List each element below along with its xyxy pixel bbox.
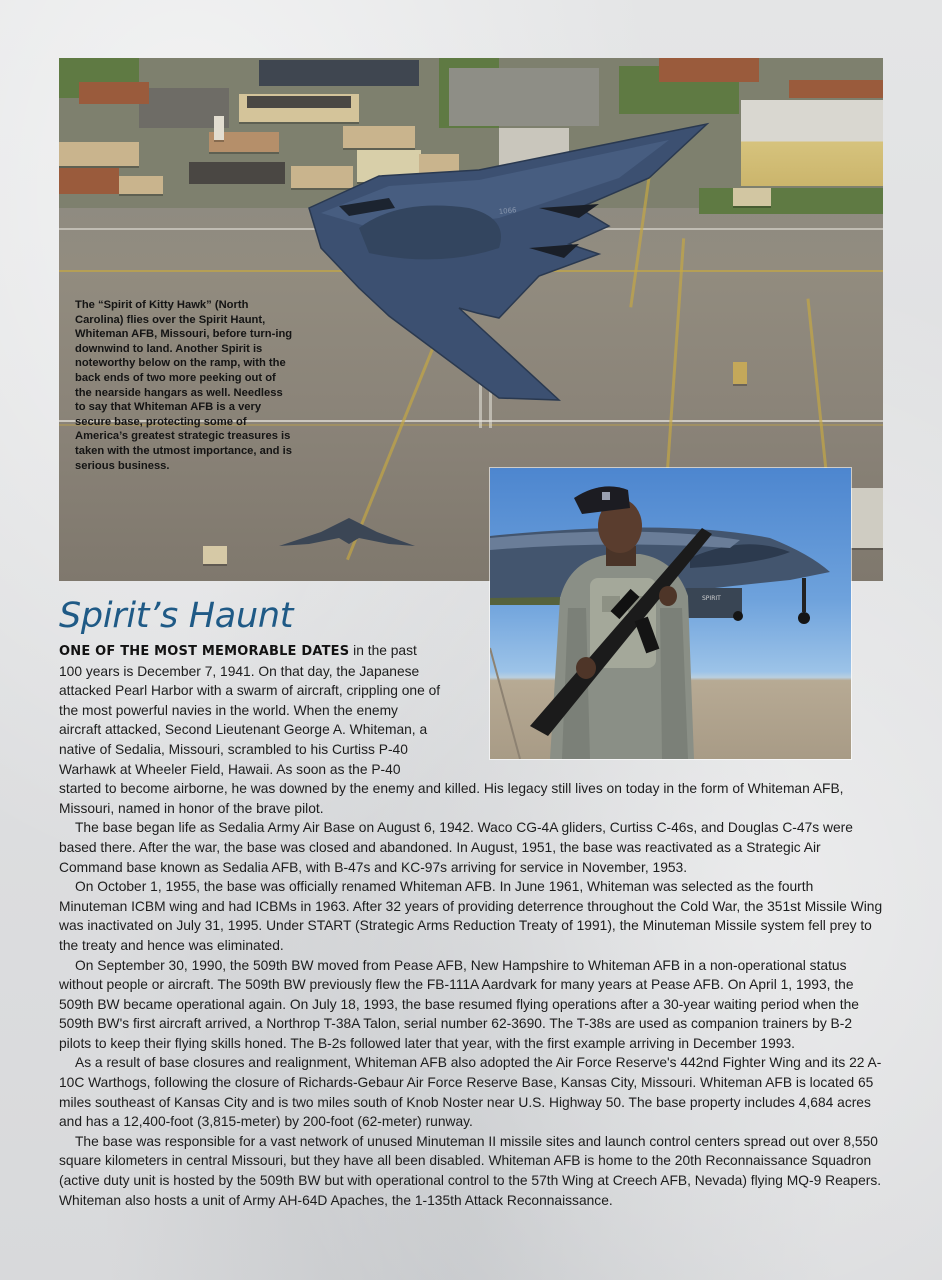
photo-caption: The “Spirit of Kitty Hawk” (North Carolina) flies over the Spirit Haunt, Whiteman AFB, Missouri, before turn-ing downwind to land. Another Spirit is noteworthy below on the ramp, with the back ends of two more peeking out of the nearside hangars as well. Needless to say that Whiteman AFB is a very secure base, protecting some of America’s greatest strategic treasures is taken with the utmost importance, and is serious business. <box>75 299 293 472</box>
article-paragraph-4: On September 30, 1990, the 509th BW moved from Pease AFB, New Hampshire to Whiteman AFB in a non-operational status without people or aircraft. The 509th BW previously flew the FB-111A Aardvark for many years at Pease AFB. On April 1, 1993, the 509th BW became operational again. On July 18, 1993, the base resumed flying operations after a 30-year waiting period when the 509th BW's first aircraft arrived, a Northrop T-38A Talon, serial number 62-3690. The T-38s are used as companion trainers by B-2 pilots to keep their flying skills honed. The B-2s followed later that year, with the first example arriving in December 1993. <box>59 957 859 1051</box>
inset-photo-wrap-spacer <box>443 641 883 779</box>
svg-text:1066: 1066 <box>498 206 517 216</box>
article-paragraph-2: The base began life as Sedalia Army Air Base on August 6, 1942. Waco CG-4A gliders, Curtiss C-46s, and Douglas C-47s were based there. After the war, the base was closed and abandoned. In August, 1951, the base was reactivated as a Strategic Air Command base known as Sedalia AFB, with B-47s and KC-97s arriving for service in November, 1953. <box>59 820 853 875</box>
lead-caps: ONE OF THE MOST MEMORABLE DATES <box>59 644 350 659</box>
article-body <box>59 641 883 1210</box>
article-paragraph-6: The base was responsible for a vast network of unused Minuteman II missile sites and launch control centers spread out over 8,550 square kilometers in central Missouri, but they have all been disabled. Whiteman AFB is home to the 20th Reconnaissance Squadron (active duty unit is hosted by the 509th BW but with operational control to the 57th Wing at Creech AFB, Nevada) flying MQ-9 Reapers. Whiteman also hosts a unit of Army AH-64D Apaches, the 1-135th Attack Reconnaissance. <box>59 1133 882 1208</box>
paragraph-1-text: in the past 100 years is December 7, 1941. On that day, the Japanese attacked Pearl Harbor with a swarm of aircraft, crippling one of the most powerful navies in the world. When the enemy aircraft attacked, Second Lieutenant George A. Whiteman, a native of Sedalia, Missouri, scrambled to his Curtiss P-40 Warhawk at Wheeler Field, Hawaii. As soon as the P-40 started to become airborne, he was downed by the enemy and killed. His legacy still lives on today in the form of Whiteman AFB, Missouri, named in honor of the brave pilot. <box>59 643 844 816</box>
article-paragraph-3: On October 1, 1955, the base was officially renamed Whiteman AFB. In June 1961, Whiteman was selected as the fourth Minuteman ICBM wing and had ICBMs in 1963. After 32 years of providing deterrence throughout the Cold War, the 351st Missile Wing was inactivated on July 31, 1995. Under START (Strategic Arms Reduction Treaty of 1991), the Minuteman Missile system fell prey to the treaty and hence was eliminated. <box>59 879 883 953</box>
svg-text:SPIRIT: SPIRIT <box>702 595 721 602</box>
b2-bomber-flying <box>309 124 707 400</box>
b2-bomber-on-ramp <box>279 518 415 546</box>
article-title: Spirit’s Haunt <box>59 596 294 636</box>
article-paragraph-5: As a result of base closures and realignment, Whiteman AFB also adopted the Air Force Reserve's 442nd Fighter Wing and its 22 A-10C Warthogs, following the closure of Richards-Gebaur Air Force Reserve Base, Kansas City, Missouri. Whiteman AFB is located 65 miles southeast of Kansas City and is two miles south of Knob Noster near U.S. Highway 50. The base property includes 4,684 acres and has a 12,400-foot (3,815-meter) by 200-foot (62-meter) runway. <box>59 1055 882 1130</box>
